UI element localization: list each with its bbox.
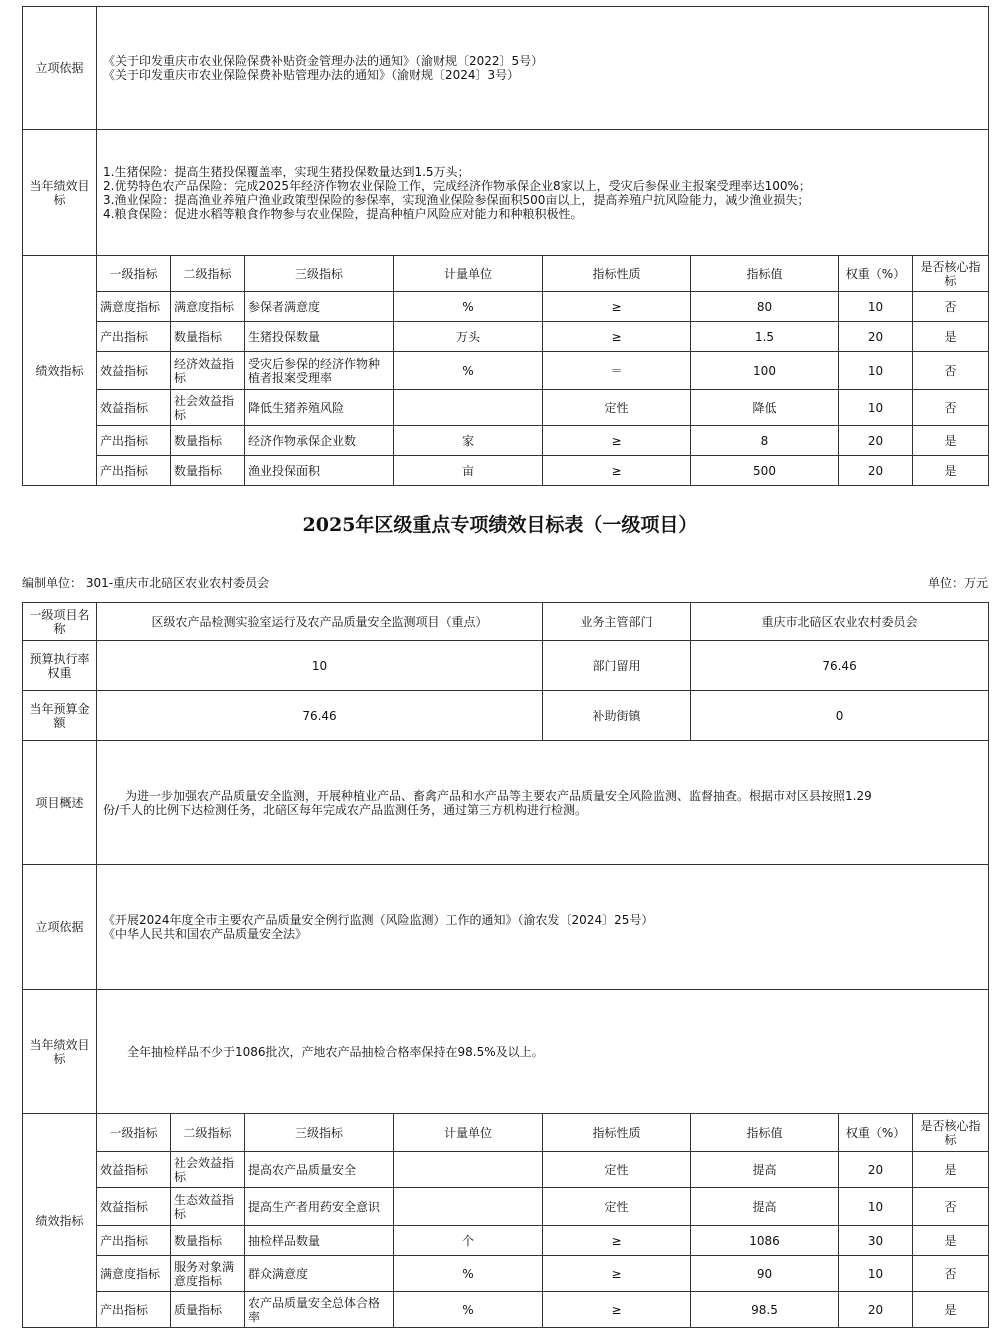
value-cell: 提高 xyxy=(691,1188,839,1226)
weight-label: 预算执行率权重 xyxy=(23,641,97,691)
table-row xyxy=(23,322,989,352)
header-cell: 计量单位 xyxy=(394,1114,543,1152)
weight-cell: 20 xyxy=(839,1152,913,1188)
nature-cell: ≥ xyxy=(543,1226,691,1256)
basis-line: 《关于印发重庆市农业保险保费补贴资金管理办法的通知》（渝财规〔2022〕5号） xyxy=(103,54,544,68)
level3-cell: 群众满意度 xyxy=(245,1256,394,1292)
org-label: 编制单位： xyxy=(22,576,83,590)
subsidy-label: 补助街镇 xyxy=(543,691,691,741)
header-cell: 指标值 xyxy=(691,1114,839,1152)
unit-cell: 万头 xyxy=(394,322,543,352)
dept-value: 重庆市北碚区农业农村委员会 xyxy=(691,603,989,641)
value-cell: 500 xyxy=(691,456,839,486)
level3-cell: 农产品质量安全总体合格率 xyxy=(245,1292,394,1328)
level3-cell: 受灾后参保的经济作物种植者报案受理率 xyxy=(245,352,394,390)
value-cell: 98.5 xyxy=(691,1292,839,1328)
unit-cell: % xyxy=(394,352,543,390)
header-cell: 是否核心指标 xyxy=(913,1114,989,1152)
table-row xyxy=(23,456,989,486)
project-goal-content: 全年抽检样品不少于1086批次，产地农产品抽检合格率保持在98.5%及以上。 xyxy=(97,990,989,1114)
level2-cell: 数量指标 xyxy=(171,1226,245,1256)
goal-line: 4.粮食保险：促进水稻等粮食作物参与农业保险，提高种植户风险应对能力和种粮积极性。 xyxy=(103,206,583,221)
weight-cell: 30 xyxy=(839,1226,913,1256)
level2-cell: 社会效益指标 xyxy=(171,390,245,426)
nature-cell: ≥ xyxy=(543,1256,691,1292)
page-title: 2025年区级重点专项绩效目标表（一级项目） xyxy=(302,514,698,536)
core-cell: 是 xyxy=(913,456,989,486)
level3-cell: 参保者满意度 xyxy=(245,292,394,322)
indicators-label: 绩效指标 xyxy=(23,256,97,486)
core-cell: 否 xyxy=(913,1188,989,1226)
level1-cell: 产出指标 xyxy=(97,426,171,456)
core-cell: 否 xyxy=(913,292,989,322)
level1-cell: 效益指标 xyxy=(97,1188,171,1226)
level2-cell: 社会效益指标 xyxy=(171,1152,245,1188)
nature-cell: 定性 xyxy=(543,1152,691,1188)
goal-line: 2.优势特色农产品保险：完成2025年经济作物农业保险工作，完成经济作物承保企业8家以上，受灾后参保业主报案受理率达100%； xyxy=(103,178,811,193)
level1-cell: 效益指标 xyxy=(97,1152,171,1188)
unit-cell xyxy=(394,1152,543,1188)
header-cell: 一级指标 xyxy=(97,256,171,292)
weight-value: 10 xyxy=(97,641,543,691)
weight-cell: 20 xyxy=(839,456,913,486)
value-cell: 80 xyxy=(691,292,839,322)
basis-line: 《关于印发重庆市农业保险保费补贴管理办法的通知》（渝财规〔2024〕3号） xyxy=(103,68,520,82)
header-cell: 指标性质 xyxy=(543,256,691,292)
level3-cell: 提高农产品质量安全 xyxy=(245,1152,394,1188)
nature-cell: ≥ xyxy=(543,292,691,322)
table-row xyxy=(23,1226,989,1256)
currency-unit: 单位：万元 xyxy=(927,576,988,590)
unit-cell: 个 xyxy=(394,1226,543,1256)
overview-content xyxy=(97,741,989,865)
table-row xyxy=(23,352,989,390)
nature-cell: ≥ xyxy=(543,322,691,352)
weight-cell: 20 xyxy=(839,426,913,456)
header-cell: 二级指标 xyxy=(171,1114,245,1152)
nature-cell: 定性 xyxy=(543,390,691,426)
unit-cell: 家 xyxy=(394,426,543,456)
core-cell: 是 xyxy=(913,322,989,352)
level1-cell: 产出指标 xyxy=(97,322,171,352)
level2-cell: 数量指标 xyxy=(171,322,245,352)
header-cell: 三级指标 xyxy=(245,256,394,292)
header-cell: 指标性质 xyxy=(543,1114,691,1152)
header-cell: 权重（%） xyxy=(839,256,913,292)
retain-value: 76.46 xyxy=(691,641,989,691)
header-cell: 计量单位 xyxy=(394,256,543,292)
core-cell: 否 xyxy=(913,352,989,390)
project-goal-label: 当年绩效目标 xyxy=(23,990,97,1114)
table-row xyxy=(23,1188,989,1226)
level2-cell: 经济效益指标 xyxy=(171,352,245,390)
weight-cell: 10 xyxy=(839,292,913,322)
level2-cell: 质量指标 xyxy=(171,1292,245,1328)
unit-cell: % xyxy=(394,1256,543,1292)
level3-cell: 降低生猪养殖风险 xyxy=(245,390,394,426)
basis-line: 《中华人民共和国农产品质量安全法》 xyxy=(103,927,308,941)
level1-cell: 产出指标 xyxy=(97,456,171,486)
value-cell: 8 xyxy=(691,426,839,456)
table-row xyxy=(23,292,989,322)
goal-content xyxy=(97,130,989,256)
weight-cell: 10 xyxy=(839,1256,913,1292)
project-name-value: 区级农产品检测实验室运行及农产品质量安全监测项目（重点） xyxy=(97,603,543,641)
core-cell: 是 xyxy=(913,1292,989,1328)
table-row xyxy=(23,1256,989,1292)
level1-cell: 效益指标 xyxy=(97,352,171,390)
value-cell: 降低 xyxy=(691,390,839,426)
goal-line: 3.渔业保险：提高渔业养殖户渔业政策型保险的参保率，实现渔业保险参保面积500亩以上，提高养殖户抗风险能力，减少渔业损失； xyxy=(103,192,810,207)
budget-label: 当年预算金额 xyxy=(23,691,97,741)
core-cell: 否 xyxy=(913,1256,989,1292)
header-cell: 是否核心指标 xyxy=(913,256,989,292)
level2-cell: 满意度指标 xyxy=(171,292,245,322)
dept-label: 业务主管部门 xyxy=(543,603,691,641)
weight-cell: 10 xyxy=(839,352,913,390)
level3-cell: 提高生产者用药安全意识 xyxy=(245,1188,394,1226)
level1-cell: 效益指标 xyxy=(97,390,171,426)
level1-cell: 满意度指标 xyxy=(97,1256,171,1292)
goal-line: 1.生猪保险：提高生猪投保覆盖率，实现生猪投保数量达到1.5万头； xyxy=(103,164,470,179)
overview-label: 项目概述 xyxy=(23,741,97,865)
nature-cell: ≥ xyxy=(543,1292,691,1328)
weight-cell: 10 xyxy=(839,390,913,426)
overview-line: 份/千人的比例下达检测任务，北碚区每年完成农产品监测任务，通过第三方机构进行检测。 xyxy=(103,802,588,817)
value-cell: 1086 xyxy=(691,1226,839,1256)
value-cell: 1.5 xyxy=(691,322,839,352)
level1-cell: 产出指标 xyxy=(97,1292,171,1328)
unit-cell: % xyxy=(394,1292,543,1328)
retain-label: 部门留用 xyxy=(543,641,691,691)
nature-cell: 定性 xyxy=(543,1188,691,1226)
indicator-header-row xyxy=(23,1114,989,1152)
level3-cell: 渔业投保面积 xyxy=(245,456,394,486)
project-basis-content xyxy=(97,865,989,990)
table-row xyxy=(23,426,989,456)
level1-cell: 满意度指标 xyxy=(97,292,171,322)
level1-cell: 产出指标 xyxy=(97,1226,171,1256)
weight-cell: 10 xyxy=(839,1188,913,1226)
overview-line: 为进一步加强农产品质量安全监测，开展种植业产品、畜禽产品和水产品等主要农产品质量安全风险监测、监督抽查。根据市对区县按照1.29 xyxy=(125,788,872,803)
level2-cell: 服务对象满意度指标 xyxy=(171,1256,245,1292)
table-row xyxy=(23,1292,989,1328)
header-cell: 三级指标 xyxy=(245,1114,394,1152)
header-cell: 一级指标 xyxy=(97,1114,171,1152)
table-row xyxy=(23,390,989,426)
subsidy-value: 0 xyxy=(691,691,989,741)
nature-cell: ≥ xyxy=(543,456,691,486)
core-cell: 是 xyxy=(913,1226,989,1256)
org-value: 301-重庆市北碚区农业农村委员会 xyxy=(85,576,270,590)
org-line xyxy=(22,574,988,591)
core-cell: 是 xyxy=(913,1152,989,1188)
unit-cell: % xyxy=(394,292,543,322)
header-cell: 二级指标 xyxy=(171,256,245,292)
value-cell: 90 xyxy=(691,1256,839,1292)
value-cell: 100 xyxy=(691,352,839,390)
table-row xyxy=(23,1152,989,1188)
weight-cell: 20 xyxy=(839,1292,913,1328)
core-cell: 否 xyxy=(913,390,989,426)
level3-cell: 经济作物承保企业数 xyxy=(245,426,394,456)
project-indicators-label: 绩效指标 xyxy=(23,1114,97,1328)
project-basis-label: 立项依据 xyxy=(23,865,97,990)
project-name-label: 一级项目名称 xyxy=(23,603,97,641)
indicator-header-row xyxy=(23,256,989,292)
basis-line: 《开展2024年度全市主要农产品质量安全例行监测（风险监测）工作的通知》（渝农发〔2024〕25号） xyxy=(103,913,654,927)
budget-value: 76.46 xyxy=(97,691,543,741)
level2-cell: 数量指标 xyxy=(171,426,245,456)
nature-cell: ＝ xyxy=(543,352,691,390)
level3-cell: 抽检样品数量 xyxy=(245,1226,394,1256)
header-cell: 指标值 xyxy=(691,256,839,292)
unit-cell xyxy=(394,390,543,426)
level2-cell: 生态效益指标 xyxy=(171,1188,245,1226)
basis-content xyxy=(97,7,989,130)
level2-cell: 数量指标 xyxy=(171,456,245,486)
top-performance-table xyxy=(22,6,989,486)
basis-label: 立项依据 xyxy=(23,7,97,130)
weight-cell: 20 xyxy=(839,322,913,352)
goal-label: 当年绩效目标 xyxy=(23,130,97,256)
unit-cell: 亩 xyxy=(394,456,543,486)
nature-cell: ≥ xyxy=(543,426,691,456)
value-cell: 提高 xyxy=(691,1152,839,1188)
unit-cell xyxy=(394,1188,543,1226)
core-cell: 是 xyxy=(913,426,989,456)
project-performance-table xyxy=(22,602,989,1328)
level3-cell: 生猪投保数量 xyxy=(245,322,394,352)
header-cell: 权重（%） xyxy=(839,1114,913,1152)
